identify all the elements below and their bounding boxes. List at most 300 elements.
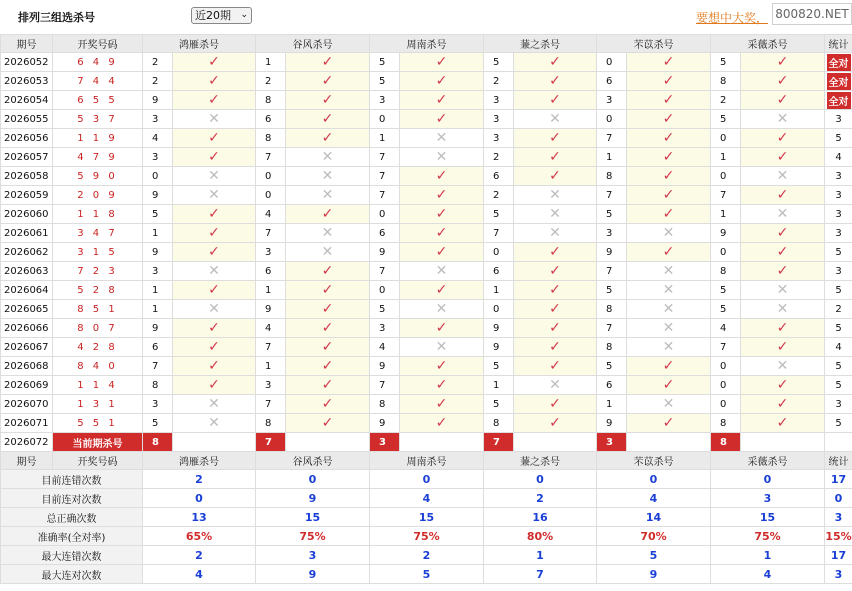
kill-number-cell: 4 bbox=[256, 205, 286, 224]
check-icon: ✓ bbox=[400, 205, 484, 224]
kill-number-cell: 8 bbox=[597, 338, 627, 357]
kill-number-cell: 5 bbox=[484, 395, 514, 414]
check-icon: ✓ bbox=[400, 224, 484, 243]
summary-value: 5 bbox=[597, 546, 711, 565]
stat-value: 5 bbox=[835, 379, 842, 391]
kill-number-cell: 5 bbox=[597, 205, 627, 224]
check-icon: ✓ bbox=[286, 300, 370, 319]
check-icon: ✓ bbox=[627, 129, 711, 148]
kill-number-cell: 7 bbox=[370, 186, 400, 205]
check-icon: ✓ bbox=[514, 91, 597, 110]
kill-number-cell: 4 bbox=[143, 129, 173, 148]
cross-icon: ✕ bbox=[627, 281, 711, 300]
stat-cell bbox=[825, 338, 852, 357]
table-row bbox=[1, 300, 852, 319]
draw-number-cell: 8 0 7 bbox=[53, 319, 143, 338]
kill-number-cell: 1 bbox=[143, 281, 173, 300]
summary-value: 9 bbox=[256, 565, 370, 584]
period-cell: 2026063 bbox=[1, 262, 53, 281]
header-expert-5[interactable]: 芣苡杀号 bbox=[597, 452, 711, 470]
kill-number-cell: 6 bbox=[484, 262, 514, 281]
cross-icon: ✕ bbox=[400, 338, 484, 357]
draw-number-cell: 2 0 9 bbox=[53, 186, 143, 205]
draw-number-cell: 4 2 8 bbox=[53, 338, 143, 357]
cross-icon: ✕ bbox=[286, 224, 370, 243]
check-icon: ✓ bbox=[627, 205, 711, 224]
stat-value: 5 bbox=[835, 417, 842, 429]
kill-number-cell: 5 bbox=[597, 281, 627, 300]
summary-header-row bbox=[1, 452, 852, 470]
kill-number-cell: 3 bbox=[484, 91, 514, 110]
check-icon: ✓ bbox=[286, 357, 370, 376]
stat-cell bbox=[825, 300, 852, 319]
period-select[interactable] bbox=[191, 7, 252, 24]
cross-icon: ✕ bbox=[173, 395, 256, 414]
kill-number-table bbox=[0, 34, 852, 584]
summary-label: 准确率(全对率) bbox=[1, 527, 143, 546]
kill-number-cell: 8 bbox=[711, 262, 741, 281]
summary-value: 75% bbox=[711, 527, 825, 546]
draw-number-cell: 7 2 3 bbox=[53, 262, 143, 281]
table-row bbox=[1, 262, 852, 281]
kill-number-cell: 3 bbox=[484, 129, 514, 148]
check-icon: ✓ bbox=[400, 91, 484, 110]
check-icon: ✓ bbox=[514, 414, 597, 433]
summary-value: 2 bbox=[370, 546, 484, 565]
kill-number-cell: 0 bbox=[370, 205, 400, 224]
check-icon: ✓ bbox=[286, 205, 370, 224]
page-title: 排列三组选杀号 bbox=[18, 11, 95, 24]
summary-value: 0 bbox=[256, 470, 370, 489]
kill-number-cell: 1 bbox=[256, 53, 286, 72]
kill-number-cell: 6 bbox=[256, 110, 286, 129]
summary-value: 1 bbox=[484, 546, 597, 565]
chevron-down-icon: ⌄ bbox=[240, 10, 248, 20]
kill-number-cell: 7 bbox=[143, 357, 173, 376]
stat-cell bbox=[825, 91, 852, 110]
summary-stat-value: 17 bbox=[825, 546, 852, 565]
check-icon: ✓ bbox=[627, 186, 711, 205]
promo-link[interactable]: 要想中大奖， bbox=[696, 11, 769, 25]
period-cell: 2026064 bbox=[1, 281, 53, 300]
check-icon: ✓ bbox=[286, 395, 370, 414]
cross-icon: ✕ bbox=[627, 395, 711, 414]
kill-number-cell: 1 bbox=[256, 281, 286, 300]
summary-label: 总正确次数 bbox=[1, 508, 143, 527]
header-expert-4[interactable]: 蒹之杀号 bbox=[484, 35, 597, 53]
draw-number-cell: 8 4 0 bbox=[53, 357, 143, 376]
kill-number-cell: 8 bbox=[597, 300, 627, 319]
kill-number-cell: 8 bbox=[256, 129, 286, 148]
check-icon: ✓ bbox=[741, 243, 825, 262]
summary-value: 7 bbox=[484, 565, 597, 584]
cross-icon: ✕ bbox=[741, 281, 825, 300]
cross-icon: ✕ bbox=[286, 167, 370, 186]
summary-value: 75% bbox=[370, 527, 484, 546]
cross-icon: ✕ bbox=[514, 376, 597, 395]
cross-icon: ✕ bbox=[514, 205, 597, 224]
kill-number-cell: 8 bbox=[711, 72, 741, 91]
period-cell: 2026068 bbox=[1, 357, 53, 376]
cross-icon: ✕ bbox=[173, 186, 256, 205]
summary-stat-value: 0 bbox=[825, 489, 852, 508]
header-expert-1[interactable]: 鸿雁杀号 bbox=[143, 35, 256, 53]
kill-number-cell: 5 bbox=[484, 357, 514, 376]
draw-number-cell: 6 4 9 bbox=[53, 53, 143, 72]
cross-icon: ✕ bbox=[627, 338, 711, 357]
header-expert-6[interactable]: 采薇杀号 bbox=[711, 35, 825, 53]
cross-icon: ✕ bbox=[741, 167, 825, 186]
check-icon: ✓ bbox=[400, 186, 484, 205]
kill-number-cell: 1 bbox=[711, 205, 741, 224]
check-icon: ✓ bbox=[741, 148, 825, 167]
kill-number-cell: 0 bbox=[484, 243, 514, 262]
summary-value: 70% bbox=[597, 527, 711, 546]
summary-value: 4 bbox=[597, 489, 711, 508]
kill-number-cell: 6 bbox=[597, 72, 627, 91]
header-draw: 开奖号码 bbox=[53, 452, 143, 470]
summary-value: 0 bbox=[370, 470, 484, 489]
kill-number-cell: 7 bbox=[256, 395, 286, 414]
kill-number-cell: 7 bbox=[370, 148, 400, 167]
check-icon: ✓ bbox=[627, 243, 711, 262]
summary-value: 4 bbox=[143, 565, 256, 584]
check-icon: ✓ bbox=[400, 376, 484, 395]
kill-number-cell: 0 bbox=[711, 395, 741, 414]
check-icon: ✓ bbox=[741, 338, 825, 357]
kill-number-cell: 0 bbox=[256, 186, 286, 205]
stat-value: 5 bbox=[835, 322, 842, 334]
kill-number-cell: 9 bbox=[256, 300, 286, 319]
stat-cell bbox=[825, 167, 852, 186]
check-icon: ✓ bbox=[400, 357, 484, 376]
cross-icon: ✕ bbox=[173, 110, 256, 129]
cross-icon: ✕ bbox=[173, 414, 256, 433]
period-cell: 2026071 bbox=[1, 414, 53, 433]
kill-number-cell: 3 bbox=[256, 376, 286, 395]
kill-number-cell: 3 bbox=[143, 262, 173, 281]
kill-number-cell: 2 bbox=[484, 148, 514, 167]
stat-value: 2 bbox=[835, 303, 842, 315]
period-cell: 2026061 bbox=[1, 224, 53, 243]
stat-cell bbox=[825, 357, 852, 376]
stat-value: 3 bbox=[835, 113, 842, 125]
summary-value: 15 bbox=[256, 508, 370, 527]
kill-number-cell: 7 bbox=[370, 376, 400, 395]
kill-number-cell: 1 bbox=[370, 129, 400, 148]
kill-number-cell: 5 bbox=[143, 414, 173, 433]
kill-number-cell: 9 bbox=[597, 414, 627, 433]
cross-icon: ✕ bbox=[627, 319, 711, 338]
summary-value: 65% bbox=[143, 527, 256, 546]
draw-number-cell: 1 1 8 bbox=[53, 205, 143, 224]
stat-cell bbox=[825, 53, 852, 72]
stat-cell bbox=[825, 281, 852, 300]
all-correct-badge: 全对 bbox=[827, 73, 851, 90]
check-icon: ✓ bbox=[173, 281, 256, 300]
period-cell: 2026066 bbox=[1, 319, 53, 338]
header-expert-4[interactable]: 蒹之杀号 bbox=[484, 452, 597, 470]
summary-value: 75% bbox=[256, 527, 370, 546]
table-row bbox=[1, 376, 852, 395]
check-icon: ✓ bbox=[514, 262, 597, 281]
kill-number-cell: 0 bbox=[711, 167, 741, 186]
table-row bbox=[1, 414, 852, 433]
check-icon: ✓ bbox=[286, 414, 370, 433]
kill-number-cell: 1 bbox=[597, 395, 627, 414]
kill-number-cell: 2 bbox=[711, 91, 741, 110]
kill-number-cell: 5 bbox=[143, 205, 173, 224]
check-icon: ✓ bbox=[741, 395, 825, 414]
stat-value: 5 bbox=[835, 284, 842, 296]
stat-cell bbox=[825, 205, 852, 224]
kill-number-cell: 8 bbox=[711, 414, 741, 433]
table-row bbox=[1, 91, 852, 110]
kill-number-cell: 1 bbox=[711, 148, 741, 167]
cross-icon: ✕ bbox=[400, 262, 484, 281]
header-period: 期号 bbox=[1, 35, 53, 53]
current-kill-number: 7 bbox=[256, 433, 286, 452]
kill-number-cell: 2 bbox=[143, 72, 173, 91]
kill-number-cell: 1 bbox=[484, 281, 514, 300]
table-row bbox=[1, 395, 852, 414]
cross-icon: ✕ bbox=[627, 224, 711, 243]
draw-number-cell: 1 1 4 bbox=[53, 376, 143, 395]
cross-icon: ✕ bbox=[514, 224, 597, 243]
check-icon: ✓ bbox=[173, 338, 256, 357]
check-icon: ✓ bbox=[286, 376, 370, 395]
check-icon: ✓ bbox=[173, 224, 256, 243]
current-kill-number: 8 bbox=[711, 433, 741, 452]
kill-number-cell: 1 bbox=[256, 357, 286, 376]
check-icon: ✓ bbox=[400, 243, 484, 262]
kill-number-cell: 9 bbox=[711, 224, 741, 243]
summary-row bbox=[1, 470, 852, 489]
check-icon: ✓ bbox=[514, 53, 597, 72]
kill-number-cell: 1 bbox=[143, 224, 173, 243]
kill-number-cell: 3 bbox=[143, 110, 173, 129]
header-expert-5[interactable]: 芣苡杀号 bbox=[597, 35, 711, 53]
current-kill-blank bbox=[741, 433, 825, 452]
summary-label: 目前连错次数 bbox=[1, 470, 143, 489]
all-correct-badge: 全对 bbox=[827, 92, 851, 109]
period-cell: 2026053 bbox=[1, 72, 53, 91]
kill-number-cell: 1 bbox=[484, 376, 514, 395]
table-row bbox=[1, 72, 852, 91]
check-icon: ✓ bbox=[627, 357, 711, 376]
stat-value: 3 bbox=[835, 398, 842, 410]
kill-number-cell: 7 bbox=[484, 224, 514, 243]
check-icon: ✓ bbox=[741, 224, 825, 243]
draw-number-cell: 5 3 7 bbox=[53, 110, 143, 129]
check-icon: ✓ bbox=[741, 262, 825, 281]
summary-value: 15 bbox=[370, 508, 484, 527]
kill-number-cell: 0 bbox=[711, 376, 741, 395]
header-expert-6[interactable]: 采薇杀号 bbox=[711, 452, 825, 470]
summary-label: 目前连对次数 bbox=[1, 489, 143, 508]
summary-value: 2 bbox=[143, 546, 256, 565]
current-kill-blank bbox=[400, 433, 484, 452]
check-icon: ✓ bbox=[514, 338, 597, 357]
header-expert-3[interactable]: 周南杀号 bbox=[370, 452, 484, 470]
summary-value: 1 bbox=[711, 546, 825, 565]
current-kill-blank bbox=[173, 433, 256, 452]
stat-value: 4 bbox=[835, 341, 842, 353]
cross-icon: ✕ bbox=[741, 110, 825, 129]
check-icon: ✓ bbox=[400, 53, 484, 72]
check-icon: ✓ bbox=[627, 148, 711, 167]
check-icon: ✓ bbox=[400, 72, 484, 91]
check-icon: ✓ bbox=[514, 167, 597, 186]
check-icon: ✓ bbox=[286, 72, 370, 91]
cross-icon: ✕ bbox=[627, 262, 711, 281]
check-icon: ✓ bbox=[173, 319, 256, 338]
cross-icon: ✕ bbox=[173, 167, 256, 186]
check-icon: ✓ bbox=[173, 91, 256, 110]
kill-number-cell: 7 bbox=[597, 319, 627, 338]
check-icon: ✓ bbox=[514, 319, 597, 338]
kill-number-cell: 8 bbox=[256, 91, 286, 110]
kill-number-cell: 4 bbox=[370, 338, 400, 357]
kill-number-cell: 0 bbox=[370, 281, 400, 300]
stat-value: 3 bbox=[835, 170, 842, 182]
kill-number-cell: 6 bbox=[143, 338, 173, 357]
header-period: 期号 bbox=[1, 452, 53, 470]
draw-number-cell: 5 9 0 bbox=[53, 167, 143, 186]
summary-value: 2 bbox=[484, 489, 597, 508]
kill-number-cell: 0 bbox=[597, 110, 627, 129]
check-icon: ✓ bbox=[741, 129, 825, 148]
summary-label: 最大连错次数 bbox=[1, 546, 143, 565]
period-cell: 2026067 bbox=[1, 338, 53, 357]
kill-number-cell: 5 bbox=[711, 281, 741, 300]
kill-number-cell: 0 bbox=[370, 110, 400, 129]
table-row bbox=[1, 205, 852, 224]
cross-icon: ✕ bbox=[741, 300, 825, 319]
stat-cell bbox=[825, 110, 852, 129]
kill-number-cell: 6 bbox=[370, 224, 400, 243]
kill-number-cell: 1 bbox=[597, 148, 627, 167]
check-icon: ✓ bbox=[627, 91, 711, 110]
kill-number-cell: 5 bbox=[711, 300, 741, 319]
cross-icon: ✕ bbox=[514, 110, 597, 129]
kill-number-cell: 7 bbox=[370, 167, 400, 186]
check-icon: ✓ bbox=[741, 414, 825, 433]
summary-row bbox=[1, 565, 852, 584]
cross-icon: ✕ bbox=[173, 300, 256, 319]
check-icon: ✓ bbox=[286, 338, 370, 357]
header-expert-2[interactable]: 谷风杀号 bbox=[256, 452, 370, 470]
summary-row bbox=[1, 527, 852, 546]
stat-value: 3 bbox=[835, 189, 842, 201]
draw-number-cell: 1 3 1 bbox=[53, 395, 143, 414]
kill-number-cell: 0 bbox=[711, 243, 741, 262]
kill-number-cell: 9 bbox=[370, 414, 400, 433]
stat-value: 5 bbox=[835, 132, 842, 144]
draw-number-cell: 3 4 7 bbox=[53, 224, 143, 243]
check-icon: ✓ bbox=[400, 110, 484, 129]
check-icon: ✓ bbox=[400, 395, 484, 414]
check-icon: ✓ bbox=[627, 110, 711, 129]
kill-number-cell: 5 bbox=[484, 205, 514, 224]
check-icon: ✓ bbox=[514, 148, 597, 167]
check-icon: ✓ bbox=[400, 167, 484, 186]
summary-value: 2 bbox=[143, 470, 256, 489]
summary-stat-value: 17 bbox=[825, 470, 852, 489]
table-row bbox=[1, 243, 852, 262]
kill-number-cell: 4 bbox=[256, 319, 286, 338]
draw-number-cell: 4 7 9 bbox=[53, 148, 143, 167]
header-expert-2[interactable]: 谷风杀号 bbox=[256, 35, 370, 53]
cross-icon: ✕ bbox=[514, 186, 597, 205]
kill-number-cell: 0 bbox=[711, 357, 741, 376]
current-kill-blank bbox=[286, 433, 370, 452]
check-icon: ✓ bbox=[286, 319, 370, 338]
kill-number-cell: 2 bbox=[143, 53, 173, 72]
draw-number-cell: 6 5 5 bbox=[53, 91, 143, 110]
stat-cell bbox=[825, 129, 852, 148]
check-icon: ✓ bbox=[173, 243, 256, 262]
kill-number-cell: 7 bbox=[370, 262, 400, 281]
summary-value: 4 bbox=[370, 489, 484, 508]
summary-value: 14 bbox=[597, 508, 711, 527]
header-expert-3[interactable]: 周南杀号 bbox=[370, 35, 484, 53]
kill-number-cell: 9 bbox=[370, 357, 400, 376]
summary-row bbox=[1, 489, 852, 508]
period-cell: 2026058 bbox=[1, 167, 53, 186]
check-icon: ✓ bbox=[173, 53, 256, 72]
check-icon: ✓ bbox=[627, 72, 711, 91]
summary-value: 15 bbox=[711, 508, 825, 527]
period-cell: 2026059 bbox=[1, 186, 53, 205]
summary-value: 16 bbox=[484, 508, 597, 527]
stat-value: 3 bbox=[835, 227, 842, 239]
period-cell: 2026069 bbox=[1, 376, 53, 395]
period-cell: 2026052 bbox=[1, 53, 53, 72]
table-row bbox=[1, 148, 852, 167]
table-row bbox=[1, 338, 852, 357]
header-expert-1[interactable]: 鸿雁杀号 bbox=[143, 452, 256, 470]
check-icon: ✓ bbox=[741, 319, 825, 338]
kill-number-cell: 9 bbox=[597, 243, 627, 262]
current-kill-number: 3 bbox=[370, 433, 400, 452]
period-cell: 2026060 bbox=[1, 205, 53, 224]
check-icon: ✓ bbox=[741, 91, 825, 110]
check-icon: ✓ bbox=[400, 281, 484, 300]
table-row bbox=[1, 167, 852, 186]
kill-number-cell: 8 bbox=[370, 395, 400, 414]
summary-stat-value: 15% bbox=[825, 527, 852, 546]
summary-row bbox=[1, 508, 852, 527]
check-icon: ✓ bbox=[514, 281, 597, 300]
cross-icon: ✕ bbox=[627, 300, 711, 319]
check-icon: ✓ bbox=[286, 262, 370, 281]
summary-value: 80% bbox=[484, 527, 597, 546]
kill-number-cell: 9 bbox=[143, 186, 173, 205]
kill-number-cell: 9 bbox=[143, 91, 173, 110]
header-stats: 统计 bbox=[825, 35, 852, 53]
stat-value: 4 bbox=[835, 151, 842, 163]
cross-icon: ✕ bbox=[400, 300, 484, 319]
current-stat-blank bbox=[825, 433, 852, 452]
current-kill-number: 7 bbox=[484, 433, 514, 452]
cross-icon: ✕ bbox=[286, 148, 370, 167]
top-bar bbox=[0, 0, 852, 34]
check-icon: ✓ bbox=[173, 129, 256, 148]
check-icon: ✓ bbox=[514, 357, 597, 376]
check-icon: ✓ bbox=[627, 53, 711, 72]
current-period-row bbox=[1, 433, 852, 452]
